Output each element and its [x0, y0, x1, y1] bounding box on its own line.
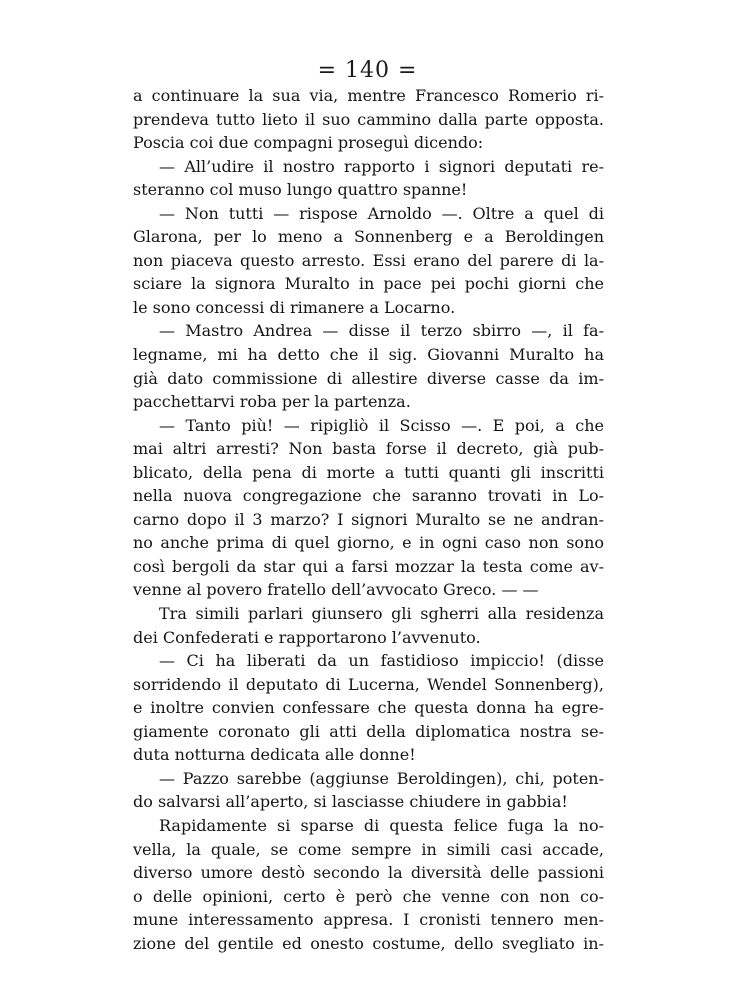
text-line: mune interessamento appresa. I cronisti tennero men-: [133, 910, 604, 930]
text-line: sorridendo il deputato di Lucerna, Wendel Sonnenberg),: [133, 674, 604, 694]
text-line: carno dopo il 3 marzo? I signori Muralto se ne andran-: [133, 509, 604, 529]
text-line: — Pazzo sarebbe (aggiunse Beroldingen), chi, poten-: [159, 768, 604, 788]
text-line: — All’udire il nostro rapporto i signori deputati re-: [159, 156, 604, 176]
text-line: non piaceva questo arresto. Essi erano del parere di la-: [133, 250, 604, 270]
text-line: prendeva tutto lieto il suo cammino dalla parte opposta.: [133, 109, 604, 129]
text-line: — Non tutti — rispose Arnoldo —. Oltre a quel di: [159, 203, 604, 223]
text-line: no anche prima di quel giorno, e in ogni caso non sono: [133, 533, 604, 553]
page-number: = 140 =: [317, 58, 418, 83]
text-line: duta notturna dedicata alle donne!: [133, 745, 416, 765]
text-line: zione del gentile ed onesto costume, dello svegliato in-: [133, 933, 604, 953]
text-line: a continuare la sua via, mentre Francesco Romerio ri-: [133, 86, 604, 105]
text-line: — Tanto più! — ripigliò il Scisso —. E poi, a che: [159, 415, 604, 435]
text-line: Rapidamente si sparse di questa felice fuga la no-: [159, 815, 604, 835]
text-line: mai altri arresti? Non basta forse il decreto, già pub-: [133, 439, 604, 459]
text-line: sciare la signora Muralto in pace pei pochi giorni che: [133, 274, 604, 294]
text-line: Tra simili parlari giunsero gli sgherri alla residenza: [159, 604, 604, 624]
text-line: — Ci ha liberati da un fastidioso impiccio! (disse: [159, 651, 604, 671]
text-line: steranno col muso lungo quattro spanne!: [133, 180, 468, 200]
text-line: giamente coronato gli atti della diplomatica nostra se-: [133, 721, 604, 741]
text-line: così bergoli da star qui a farsi mozzar la testa come av-: [133, 556, 604, 576]
text-line: vella, la quale, se come sempre in simili casi accade,: [133, 839, 604, 859]
text-line: diverso umore destò secondo la diversità delle passioni: [133, 863, 604, 883]
text-line: blicato, della pena di morte a tutti quanti gli inscritti: [133, 462, 604, 482]
text-line: legname, mi ha detto che il sig. Giovanni Muralto ha: [133, 345, 604, 365]
text-line: e inoltre convien confessare che questa donna ha egre-: [133, 698, 604, 718]
body-text: [133, 84, 604, 955]
text-line: pacchettarvi roba per la partenza.: [133, 392, 411, 412]
text-line: dei Confederati e rapportarono l’avvenuto.: [133, 627, 481, 647]
text-line: Poscia coi due compagni proseguì dicendo:: [133, 133, 484, 153]
text-line: nella nuova congregazione che saranno trovati in Lo-: [133, 486, 604, 506]
text-line: o delle opinioni, certo è però che venne con non co-: [133, 886, 604, 906]
text-line: venne al povero fratello dell’avvocato Greco. — —: [133, 580, 539, 600]
text-line: — Mastro Andrea — disse il terzo sbirro —, il fa-: [159, 321, 604, 341]
text-line: le sono concessi di rimanere a Locarno.: [133, 297, 456, 317]
text-line: do salvarsi all’aperto, si lasciasse chiudere in gabbia!: [133, 792, 568, 812]
text-line: Glarona, per lo meno a Sonnenberg e a Beroldingen: [133, 227, 604, 247]
text-line: già dato commissione di allestire diverse casse da im-: [133, 368, 604, 388]
